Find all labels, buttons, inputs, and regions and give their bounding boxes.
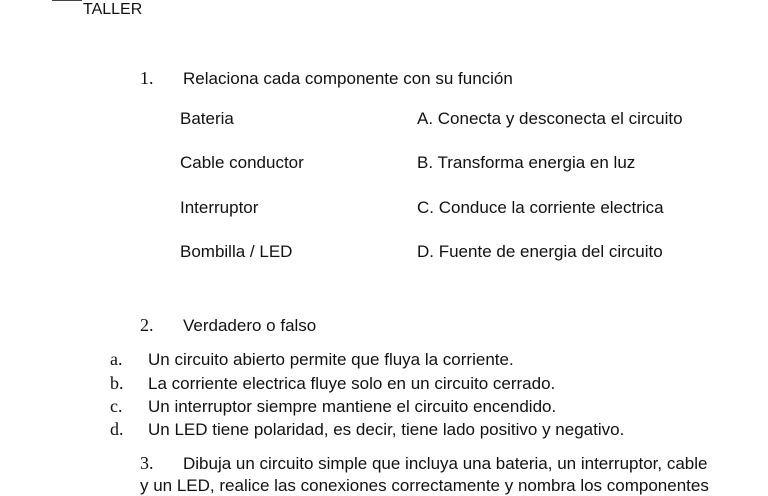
- question-1-number: 1.: [140, 68, 154, 88]
- function-item: C. Conduce la corriente electrica: [417, 198, 664, 217]
- function-item: B. Transforma energia en luz: [417, 153, 636, 172]
- component-item: Bateria: [180, 109, 234, 128]
- question-2-number: 2.: [140, 315, 154, 335]
- question-3-line-1: Dibuja un circuito simple que incluya una bateria, un interruptor, cable: [183, 454, 708, 473]
- question-2-prompt: Verdadero o falso: [183, 316, 317, 335]
- tf-item-letter: d.: [110, 419, 124, 439]
- tf-item-text: Un LED tiene polaridad, es decir, tiene lado positivo y negativo.: [148, 420, 625, 439]
- tf-item-letter: c.: [110, 396, 123, 416]
- component-item: Interruptor: [180, 198, 259, 217]
- function-item: A. Conecta y desconecta el circuito: [417, 109, 683, 128]
- tf-item-text: La corriente electrica fluye solo en un circuito cerrado.: [148, 374, 556, 393]
- tf-item-letter: b.: [110, 373, 124, 393]
- question-3-number: 3.: [140, 453, 154, 473]
- tf-item-letter: a.: [110, 349, 123, 369]
- function-item: D. Fuente de energia del circuito: [417, 242, 663, 261]
- tf-item-text: Un circuito abierto permite que fluya la corriente.: [148, 350, 514, 369]
- component-item: Cable conductor: [180, 153, 304, 172]
- question-3-line-2: y un LED, realice las conexiones correctamente y nombra los componentes: [140, 476, 709, 495]
- page-title: TALLER: [83, 1, 143, 18]
- tf-item-text: Un interruptor siempre mantiene el circuito encendido.: [148, 397, 557, 416]
- component-item: Bombilla / LED: [180, 242, 293, 261]
- question-1-prompt: Relaciona cada componente con su función: [183, 69, 513, 88]
- header-rule: [52, 0, 82, 1]
